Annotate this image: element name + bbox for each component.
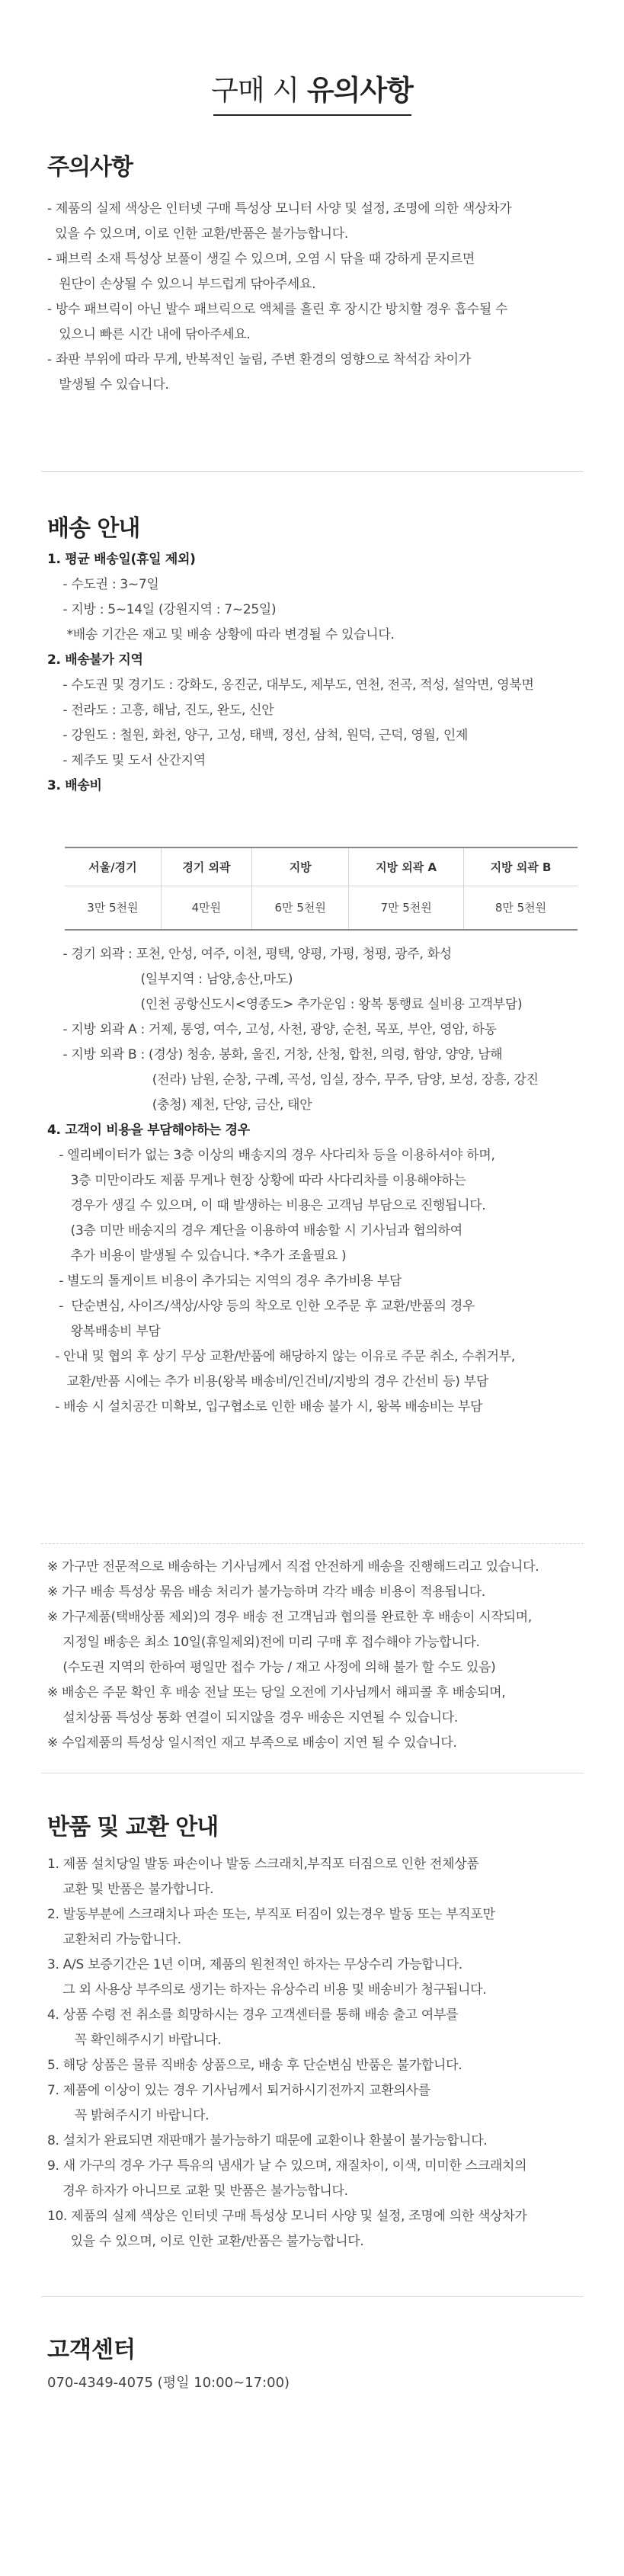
text-line: 경우 하자가 아니므로 교환 및 반품은 불가능합니다. — [47, 2184, 348, 2199]
text-line: 원단이 손상될 수 있으니 부드럽게 닦아주세요. — [47, 277, 316, 292]
text-line: - 배송 시 설치공간 미확보, 입구협소로 인한 배송 불가 시, 왕복 배송비는 부담 — [47, 1399, 483, 1415]
text-line: *배송 기간은 재고 및 배송 상황에 따라 변경될 수 있습니다. — [47, 627, 395, 642]
shipping-list-b — [47, 942, 581, 1420]
page-title — [0, 67, 624, 116]
text-line: (전라) 남원, 순창, 구례, 곡성, 임실, 장수, 무주, 담양, 보성, 장흥, 강진 — [47, 1072, 539, 1088]
text-line: - 안내 및 협의 후 상기 무상 교환/반품에 해당하지 않는 이유로 주문 취소, 수취거부, — [47, 1349, 515, 1364]
text-line: - 별도의 톨게이트 비용이 추가되는 지역의 경우 추가비용 부담 — [47, 1274, 402, 1289]
shipping-fee-table — [65, 847, 578, 931]
shipping-notes — [47, 1555, 581, 1756]
text-line: - 단순변심, 사이즈/색상/사양 등의 착오로 인한 오주문 후 교환/반품의 경우 — [47, 1299, 475, 1314]
customer-center-heading: 고객센터 — [47, 2337, 136, 2363]
text-line: 3. 배송비 — [47, 778, 102, 793]
text-line: 설치상품 특성상 통화 연결이 되지않을 경우 배송은 지연될 수 있습니다. — [47, 1710, 458, 1725]
fee-table-cell: 8만 5천원 — [463, 886, 578, 930]
text-line: 꼭 확인해주시기 바랍니다. — [47, 2033, 222, 2048]
returns-heading: 반품 및 교환 안내 — [47, 1814, 219, 1841]
text-line: 4. 고객이 비용을 부담해야하는 경우 — [47, 1123, 250, 1138]
text-line: - 경기 외곽 : 포천, 안성, 여주, 이천, 평택, 양평, 가평, 청평, 광주, 화성 — [47, 947, 452, 962]
text-line: (일부지역 : 남양,송산,마도) — [47, 972, 293, 987]
text-line: 4. 상품 수령 전 취소를 희망하시는 경우 고객센터를 통해 배송 출고 여부를 — [47, 2007, 459, 2023]
text-line: 3층 미만이라도 제품 무게나 현장 상황에 따라 사다리차를 이용해야하는 — [47, 1173, 466, 1188]
text-line: 1. 평균 배송일(휴일 제외) — [47, 552, 196, 567]
returns-divider — [41, 2296, 584, 2297]
text-line: (충청) 제천, 단양, 금산, 태안 — [47, 1097, 312, 1113]
text-line: 지정일 배송은 최소 10일(휴일제외)전에 미리 구매 후 접수해야 가능합니다. — [47, 1635, 480, 1650]
text-line: 있으니 빠른 시간 내에 닦아주세요. — [47, 327, 251, 342]
text-line: - 제품의 실제 색상은 인터넷 구매 특성상 모니터 사양 및 설정, 조명에 의한 색상차가 — [47, 201, 512, 216]
text-line: 있을 수 있으며, 이로 인한 교환/반품은 불가능합니다. — [47, 226, 349, 242]
caution-divider — [41, 471, 584, 472]
text-line: (인천 공항신도시<영종도> 추가운임 : 왕복 통행료 실비용 고객부담) — [47, 997, 523, 1012]
fee-table-header-cell: 지방 외곽 B — [463, 847, 578, 886]
shipping-list-a — [47, 547, 581, 799]
text-line: - 패브릭 소재 특성상 보풀이 생길 수 있으며, 오염 시 닦을 때 강하게 문지르면 — [47, 252, 475, 267]
text-line: ※ 가구 배송 특성상 묶음 배송 처리가 불가능하며 각각 배송 비용이 적용됩니다. — [47, 1584, 485, 1600]
text-line: - 수도권 및 경기도 : 강화도, 옹진군, 대부도, 제부도, 연천, 전곡, 적성, 설악면, 영북면 — [47, 678, 534, 693]
text-line: 5. 해당 상품은 물류 직배송 상품으로, 배송 후 단순변심 반품은 불가합니다. — [47, 2058, 462, 2073]
text-line: - 지방 외곽 A : 거제, 통영, 여수, 고성, 사천, 광양, 순천, 목포, 부안, 영암, 하동 — [47, 1022, 497, 1037]
text-line: ※ 수입제품의 특성상 일시적인 재고 부족으로 배송이 지연 될 수 있습니다. — [47, 1735, 457, 1751]
caution-heading: 주의사항 — [47, 154, 133, 181]
text-line: 2. 발동부분에 스크래치나 파손 또는, 부직포 터짐이 있는경우 발동 또는 부직포만 — [47, 1907, 495, 1922]
page-title-normal: 구매 시 — [211, 74, 307, 107]
text-line: 10. 제품의 실제 색상은 인터넷 구매 특성상 모니터 사양 및 설정, 조명에 의한 색상차가 — [47, 2209, 527, 2224]
text-line: 7. 제품에 이상이 있는 경우 기사님께서 퇴거하시기전까지 교환의사를 — [47, 2083, 430, 2098]
fee-table-wrap — [0, 847, 624, 938]
customer-center-phone: 070-4349-4075 (평일 10:00~17:00) — [47, 2375, 290, 2391]
text-line: 왕복배송비 부담 — [47, 1324, 161, 1339]
text-line: - 엘리베이터가 없는 3층 이상의 배송지의 경우 사다리차 등을 이용하셔야 하며, — [47, 1148, 495, 1163]
text-line: (수도권 지역의 한하여 평일만 접수 가능 / 재고 사정에 의해 불가 할 수도 있음) — [47, 1660, 496, 1675]
text-line: 교환/반품 시에는 추가 비용(왕복 배송비/인건비/지방의 경우 간선비 등) 부담 — [47, 1374, 488, 1389]
text-line: 교환처리 가능합니다. — [47, 1932, 181, 1947]
fee-table-row — [65, 886, 578, 930]
page-title-bold: 유의사항 — [306, 74, 413, 107]
shipping-notes-divider — [41, 1543, 584, 1544]
text-line: 발생될 수 있습니다. — [47, 377, 169, 392]
text-line: ※ 가구만 전문적으로 배송하는 기사님께서 직접 안전하게 배송을 진행해드리고 있습니다. — [47, 1559, 539, 1575]
fee-table-header-cell: 경기 외곽 — [161, 847, 251, 886]
text-line: - 강원도 : 철원, 화천, 양구, 고성, 태백, 정선, 삼척, 원덕, 근덕, 영월, 인제 — [47, 728, 469, 743]
text-line: 그 외 사용상 부주의로 생기는 하자는 유상수리 비용 및 배송비가 청구됩니다. — [47, 1982, 487, 1998]
title-underline — [213, 114, 411, 116]
text-line: - 좌판 부위에 따라 무게, 반복적인 눌림, 주변 환경의 영향으로 착석감 차이가 — [47, 352, 471, 367]
text-line: 있을 수 있으며, 이로 인한 교환/반품은 불가능합니다. — [47, 2234, 364, 2249]
text-line: - 제주도 및 도서 산간지역 — [47, 753, 206, 768]
shipping-heading: 배송 안내 — [47, 515, 140, 542]
text-line: - 방수 패브릭이 아닌 발수 패브릭으로 액체를 흘린 후 장시간 방치할 경우 흡수될 수 — [47, 302, 508, 317]
fee-table-cell: 3만 5천원 — [87, 901, 139, 915]
fee-table-header-row — [65, 847, 578, 886]
text-line: - 지방 : 5~14일 (강원지역 : 7~25일) — [47, 602, 277, 617]
text-line: 교환 및 반품은 불가합니다. — [47, 1882, 214, 1897]
text-line: - 수도권 : 3~7일 — [47, 577, 159, 592]
fee-table-header-cell: 지방 외곽 A — [349, 847, 464, 886]
fee-table-header-cell: 지방 — [252, 847, 349, 886]
returns-list — [47, 1852, 581, 2254]
text-line: 경우가 생길 수 있으며, 이 때 발생하는 비용은 고객님 부담으로 진행됩니다. — [47, 1198, 486, 1213]
text-line: - 지방 외곽 B : (경상) 청송, 봉화, 울진, 거창, 산청, 합천, 의령, 함양, 양양, 남해 — [47, 1047, 503, 1062]
text-line: 1. 제품 설치당일 발동 파손이나 발동 스크래치,부직포 터짐으로 인한 전체상품 — [47, 1857, 479, 1872]
fee-table-cell: 4만원 — [161, 886, 251, 930]
caution-list — [47, 197, 581, 398]
text-line: 꼭 밝혀주시기 바랍니다. — [47, 2108, 210, 2123]
text-line: ※ 배송은 주문 확인 후 배송 전날 또는 당일 오전에 기사님께서 해피콜 후 배송되며, — [47, 1685, 506, 1700]
text-line: 2. 배송불가 지역 — [47, 652, 143, 668]
text-line: ※ 가구제품(택배상품 제외)의 경우 배송 전 고객님과 협의를 완료한 후 배송이 시작되며, — [47, 1610, 533, 1625]
fee-table-header-cell: 서울/경기 — [88, 860, 137, 874]
text-line: - 전라도 : 고흥, 해남, 진도, 완도, 신안 — [47, 703, 274, 718]
fee-table-cell: 6만 5천원 — [252, 886, 349, 930]
text-line: 8. 설치가 완료되면 재판매가 불가능하기 때문에 교환이나 환불이 불가능합니다. — [47, 2133, 488, 2148]
text-line: 9. 새 가구의 경우 가구 특유의 냄새가 날 수 있으며, 재질차이, 이색, 미미한 스크래치의 — [47, 2158, 527, 2174]
text-line: 3. A/S 보증기간은 1년 이며, 제품의 원천적인 하자는 무상수리 가능합니다. — [47, 1957, 462, 1972]
text-line: 추가 비용이 발생될 수 있습니다. *추가 조율필요 ) — [47, 1248, 347, 1264]
text-line: (3층 미만 배송지의 경우 계단을 이용하여 배송할 시 기사님과 협의하여 — [47, 1223, 462, 1238]
fee-table-cell: 7만 5천원 — [349, 886, 464, 930]
